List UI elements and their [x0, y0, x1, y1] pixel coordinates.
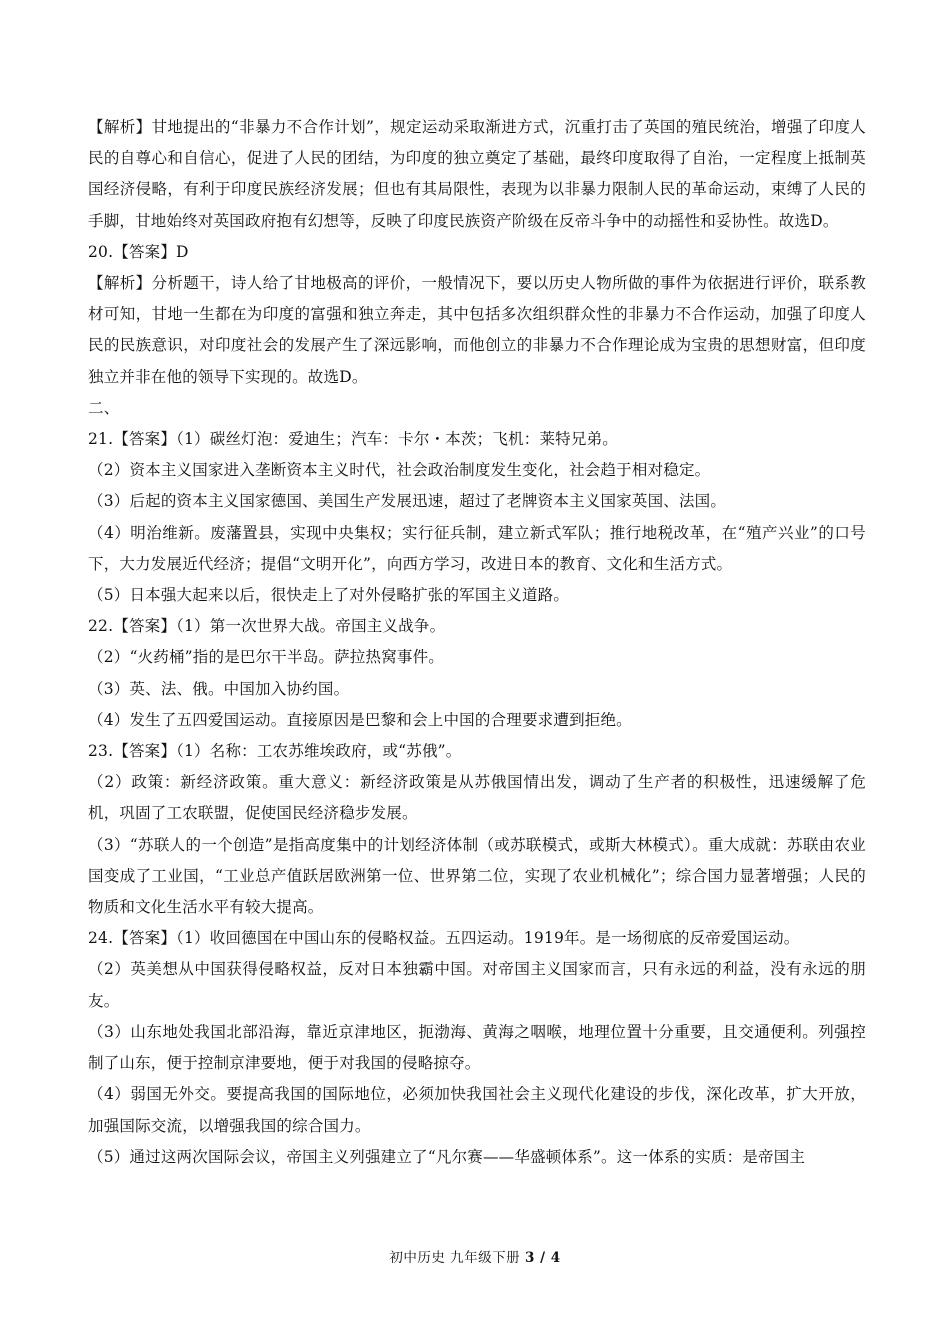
document-body	[88, 112, 866, 1173]
section-heading-2: 二、	[88, 398, 120, 417]
paragraph-answer-21-1: 21.【答案】（1）碳丝灯泡：爱迪生；汽车：卡尔・本茨；飞机：莱特兄弟。	[88, 430, 618, 449]
paragraph-answer-23-3: （3）“苏联人的一个创造”是指高度集中的计划经济体制（或苏联模式，或斯大林模式）。重大成就：苏联由农业国变成了工业国，“工业总产值跃居欧洲第一位、世界第二位，实现了农业机械化”；综合国力显著增强；人民的物质和文化生活水平有较大提高。	[88, 835, 866, 917]
paragraph-answer-21-4: （4）明治维新。废藩置县，实现中央集权；实行征兵制，建立新式军队；推行地税改革，在“殖产兴业”的口号下，大力发展近代经济；提倡“文明开化”，向西方学习，改进日本的教育、文化和生活方式。	[88, 523, 866, 573]
paragraph-answer-22-2: （2）“火药桶”指的是巴尔干半岛。萨拉热窝事件。	[88, 648, 445, 667]
paragraph-answer-24-4: （4）弱国无外交。要提高我国的国际地位，必须加快我国社会主义现代化建设的步伐，深化改革，扩大开放，加强国际交流，以增强我国的综合国力。	[88, 1085, 866, 1135]
paragraph-analysis-20: 【解析】分析题干，诗人给了甘地极高的评价，一般情况下，要以历史人物所做的事件为依据进行评价，联系教材可知，甘地一生都在为印度的富强和独立奔走，其中包括多次组织群众性的非暴力不合作运动，加强了印度人民的民族意识，对印度社会的发展产生了深远影响，而他创立的非暴力不合作理论成为宝贵的思想财富，但印度独立并非在他的领导下实现的。故选D。	[88, 274, 866, 386]
paragraph-answer-24-2: （2）英美想从中国获得侵略权益，反对日本独霸中国。对帝国主义国家而言，只有永远的利益，没有永远的朋友。	[88, 960, 866, 1010]
paragraph-analysis-19: 【解析】甘地提出的“非暴力不合作计划”，规定运动采取渐进方式，沉重打击了英国的殖民统治，增强了印度人民的自尊心和自信心，促进了人民的团结，为印度的独立奠定了基础，最终印度取得了自治，一定程度上抵制英国经济侵略，有利于印度民族经济发展；但也有其局限性，表现为以非暴力限制人民的革命运动，束缚了人民的手脚，甘地始终对英国政府抱有幻想等，反映了印度民族资产阶级在反帝斗争中的动摇性和妥协性。故选D。	[88, 118, 866, 230]
paragraph-answer-23-2: （2）政策：新经济政策。重大意义：新经济政策是从苏俄国情出发，调动了生产者的积极性，迅速缓解了危机，巩固了工农联盟，促使国民经济稳步发展。	[88, 773, 866, 823]
paragraph-answer-23-1: 23.【答案】（1）名称：工农苏维埃政府，或“苏俄”。	[88, 742, 462, 761]
paragraph-answer-22-3: （3）英、法、俄。中国加入协约国。	[88, 679, 350, 698]
page-number: 3 / 4	[524, 1250, 561, 1266]
paragraph-answer-22-4: （4）发生了五四爱国运动。直接原因是巴黎和会上中国的合理要求遭到拒绝。	[88, 710, 632, 729]
paragraph-answer-24-1: 24.【答案】（1）收回德国在中国山东的侵略权益。五四运动。1919年。是一场彻底的反帝爱国运动。	[88, 929, 800, 948]
page-footer	[0, 1246, 950, 1266]
footer-title: 初中历史 九年级下册	[389, 1250, 525, 1266]
paragraph-answer-22-1: 22.【答案】（1）第一次世界大战。帝国主义战争。	[88, 617, 446, 636]
paragraph-answer-24-5: （5）通过这两次国际会议，帝国主义列强建立了“凡尔赛——华盛顿体系”。这一体系的实质：是帝国主	[88, 1147, 806, 1166]
paragraph-answer-21-2: （2）资本主义国家进入垄断资本主义时代，社会政治制度发生变化，社会趋于相对稳定。	[88, 461, 711, 480]
paragraph-answer-21-5: （5）日本强大起来以后，很快走上了对外侵略扩张的军国主义道路。	[88, 586, 570, 605]
paragraph-answer-20: 20.【答案】D	[88, 242, 189, 261]
paragraph-answer-24-3: （3）山东地处我国北部沿海，靠近京津地区，扼渤海、黄海之咽喉，地理位置十分重要，且交通便利。列强控制了山东，便于控制京津要地，便于对我国的侵略掠夺。	[88, 1022, 866, 1073]
paragraph-answer-21-3: （3）后起的资本主义国家德国、美国生产发展迅速，超过了老牌资本主义国家英国、法国。	[88, 492, 727, 511]
